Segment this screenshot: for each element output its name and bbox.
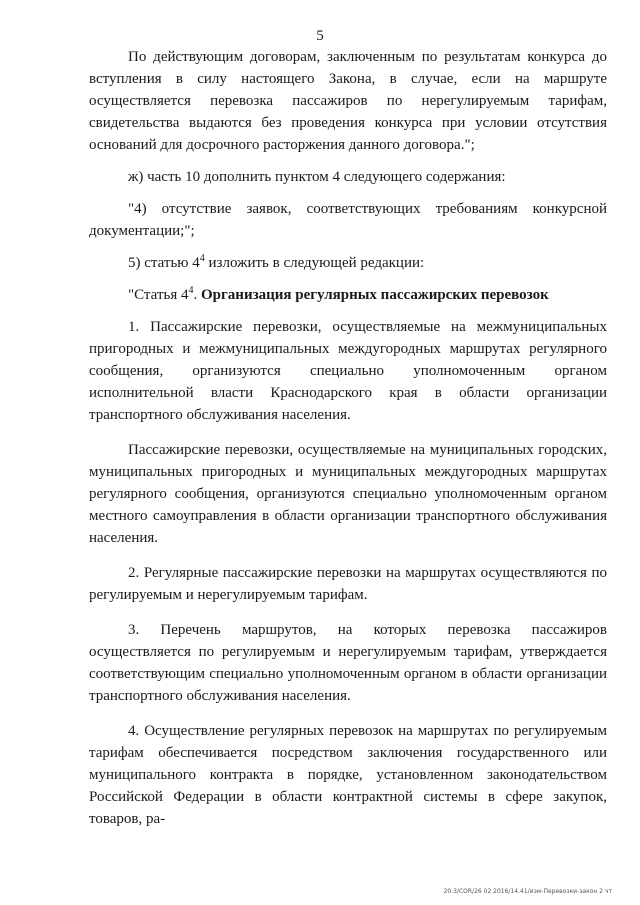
article-heading-title: Организация регулярных пассажирских перевозок [200,287,549,303]
article-heading-superscript: 4 [188,285,194,296]
page-number: 5 [316,28,324,44]
article-restate-superscript: 4 [199,253,205,264]
article-restate-text-after: изложить в следующей редакции: [204,255,425,271]
paragraph-clause-1: 1. Пассажирские перевозки, осуществляемые на межмуниципальных пригородных и межмуниципальных междугородных маршрутах регулярного сообщения, организуются специально уполномоченным органом исполнительной власти Краснодарского края в области организации транспортного обслуживания населения. [89,319,607,423]
document-body [89,46,607,830]
document-footer: 20.3/CОR/26 02 2016/14.41/изм-Перевозки-закон 2 чт [443,888,612,895]
paragraph-existing-contracts: По действующим договорам, заключенным по результатам конкурса до вступления в силу настоящего Закона, в случае, если на маршруте осуществляется перевозка пассажиров по нерегулируемым тарифам, свидетельства выдаются без проведения конкурса при условии отсутствия оснований для досрочного расторжения данного договора."; [89,49,607,153]
article-heading-dot: . [193,287,201,303]
paragraph-amend-part-10: ж) часть 10 дополнить пунктом 4 следующего содержания: [128,169,506,185]
paragraph-clause-3: 3. Перечень маршрутов, на которых перевозка пассажиров осуществляется по регулируемым и нерегулируемым тарифам, утверждается соответствующим специально уполномоченным органом в области организации транспортного обслуживания населения. [89,622,607,704]
paragraph-article-restate [89,252,607,274]
paragraph-item-4-quote: "4) отсутствие заявок, соответствующих требованиям конкурсной документации;"; [89,201,607,239]
paragraph-clause-2: 2. Регулярные пассажирские перевозки на маршрутах осуществляются по регулируемым и нерегулируемым тарифам. [89,565,607,603]
article-heading [89,284,607,306]
paragraph-clause-4: 4. Осуществление регулярных перевозок на маршрутах по регулируемым тарифам обеспечивается посредством заключения государственного или муниципального контракта в порядке, установленном законодательством Российской Федерации в области контрактной системы в сфере закупок, товаров, ра- [89,723,607,827]
article-heading-label: "Статья 4 [128,287,189,303]
paragraph-municipal-transport: Пассажирские перевозки, осуществляемые на муниципальных городских, муниципальных пригородных и муниципальных междугородных маршрутах регулярного сообщения, организуются специально уполномоченным органом местного самоуправления в области организации транспортного обслуживания населения. [89,442,607,546]
article-restate-text-before: 5) статью 4 [128,255,200,271]
